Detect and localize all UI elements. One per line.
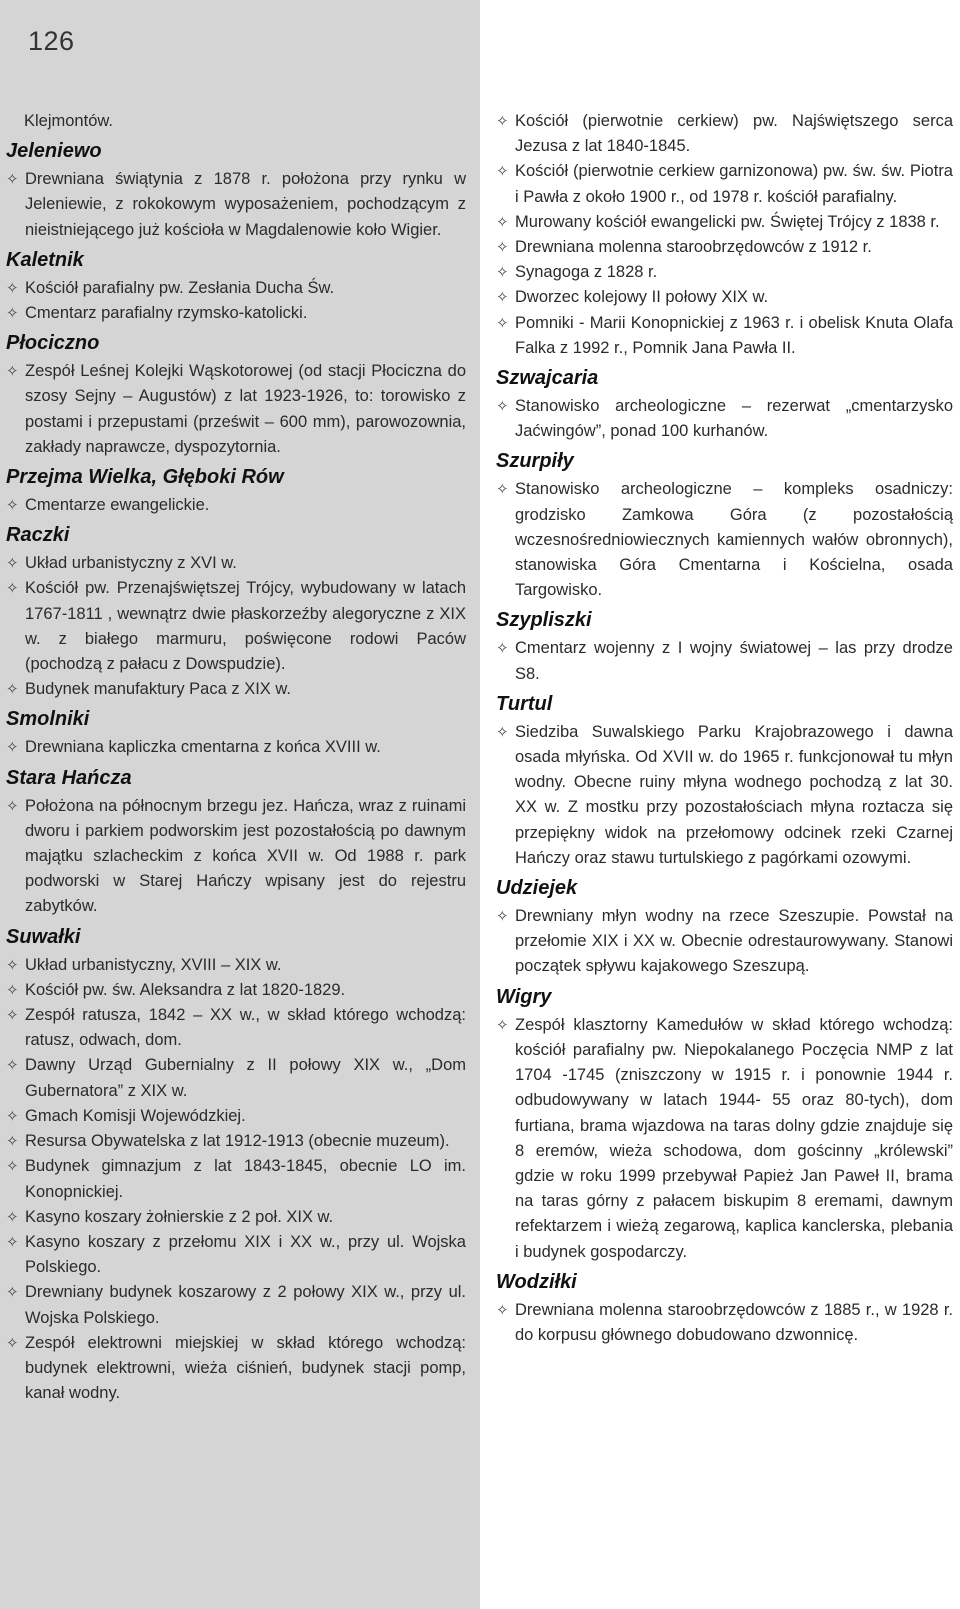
star-bullet-icon: ✧ [6,1158,19,1176]
list-item [496,1013,953,1265]
section-heading: Kaletnik [6,248,84,271]
list-item [496,394,953,444]
list-item-text: Dworzec kolejowy II połowy XIX w. [515,288,769,307]
star-bullet-icon: ✧ [6,739,19,757]
star-bullet-icon: ✧ [6,497,19,515]
list-item [6,551,466,576]
list-item-text: Drewniana molenna staroobrzędowców z 1885 r., w 1928 r. do korpusu głównego dobudowano dzwonnicę. [515,1300,953,1344]
list-item-text: Stanowisko archeologiczne – kompleks osadniczy: grodzisko Zamkowa Góra (z pozostałością wczesnośredniowiecznych kamiennych wałów obronnych), stanowiska Góra Cmentarna i Kościelna, osada Targowisko. [515,480,953,600]
section-heading: Wigry [496,985,552,1008]
star-bullet-icon: ✧ [496,481,509,499]
list-item-text: Siedziba Suwalskiego Parku Krajobrazowego i dawna osada młyńska. Od XVII w. do 1965 r. funkcjonował tu młyn wodny. Obecne ruiny młyna wodnego pochodzą z lat 30. XX w. Z mostku przy pozostałościach młyna roztacza się przepiękny widok na przełomowy odcinek rzeki Czarnej Hańczy oraz stawu turtulskiego z pagórkami ozowymi. [515,722,953,867]
star-bullet-icon: ✧ [496,723,509,741]
list-item-text: Kościół pw. św. Aleksandra z lat 1820-1829. [25,980,346,999]
list-item [6,1129,466,1154]
star-bullet-icon: ✧ [6,1208,19,1226]
section-heading: Smolniki [6,708,90,731]
section-heading: Szurpiły [496,450,574,473]
list-item-text: Dawny Urząd Gubernialny z II połowy XIX w., „Dom Gubernatora” z XIX w. [25,1056,466,1100]
section-heading: Turtul [496,692,553,715]
star-bullet-icon: ✧ [6,580,19,598]
star-bullet-icon: ✧ [6,555,19,573]
star-bullet-icon: ✧ [6,797,19,815]
list-item [496,235,953,260]
star-bullet-icon: ✧ [6,681,19,699]
list-item-text: Gmach Komisji Wojewódzkiej. [25,1106,246,1125]
list-item-text: Kościół (pierwotnie cerkiew) pw. Najświętszego serca Jezusa z lat 1840-1845. [515,112,953,156]
section-heading: Stara Hańcza [6,766,132,789]
list-item [496,720,953,871]
list-item [6,1154,466,1204]
list-item [496,904,953,980]
list-item [6,1331,466,1407]
list-item-text: Budynek gimnazjum z lat 1843-1845, obecnie LO im. Konopnickiej. [25,1157,466,1201]
list-item-text: Cmentarz wojenny z I wojny światowej – las przy drodze S8. [515,639,953,683]
list-item [6,359,466,460]
list-item-text: Układ urbanistyczny z XVI w. [25,554,237,573]
section-heading: Płociczno [6,332,100,355]
star-bullet-icon: ✧ [496,213,509,231]
star-bullet-icon: ✧ [6,171,19,189]
star-bullet-icon: ✧ [496,1016,509,1034]
section-heading: Udziejek [496,877,578,900]
star-bullet-icon: ✧ [496,113,509,130]
list-item [6,677,466,702]
section-heading: Raczki [6,524,70,547]
list-item [6,493,466,518]
list-item-text: Drewniana świątynia z 1878 r. położona przy rynku w Jeleniewie, z rokokowym wyposażeniem, pochodzącym z nieistniejącego już kościoła w Magdalenowie koło Wigier. [25,170,466,239]
star-bullet-icon: ✧ [6,1284,19,1302]
page-number: 126 [28,26,75,56]
list-item [6,794,466,920]
star-bullet-icon: ✧ [6,305,19,323]
right-lead-items [496,109,953,361]
list-item [496,210,953,235]
list-item [6,1053,466,1103]
list-item-text: Drewniany młyn wodny na rzece Szeszupie. Powstał na przełomie XIX i XX w. Obecnie odrestaurowywany. Stanowi początek spływu kajakowego Szeszupą. [515,907,953,976]
list-item-text: Pomniki - Marii Konopnickiej z 1963 r. i obelisk Knuta Olafa Falka z 1992 r., Pomnik Jana Pawła II. [515,313,953,357]
list-item [6,276,466,301]
star-bullet-icon: ✧ [496,640,509,658]
list-item [6,576,466,677]
list-item-text: Zespół elektrowni miejskiej w skład którego wchodzą: budynek elektrowni, wieża ciśnień, budynek stacji pomp, kanał wodny. [25,1333,466,1403]
star-bullet-icon: ✧ [6,981,19,999]
list-item [496,260,953,285]
star-bullet-icon: ✧ [496,314,509,332]
list-item-text: Resursa Obywatelska z lat 1912-1913 (obecnie muzeum). [25,1132,450,1151]
right-column [496,109,953,1348]
star-bullet-icon: ✧ [496,1301,509,1319]
section-heading: Szwajcaria [496,367,599,390]
list-item [496,1298,953,1348]
list-item-text: Zespół klasztorny Kamedułów w skład którego wchodzą: kościół parafialny pw. Niepokalanego Poczęcia NMP z lat 1704 -1745 (zniszczony w 1915 r. i ponownie 1944 r. odbudowywany w latach 1944- 55 oraz 80-tych), dom furtiana, brama wjazdowa na taras dolny gdzie znajduje się 8 eremów, wieża schodowa, dom gościnny „królewski” gdzie w roku 1999 przebywał Papież Jan Paweł II, brama na taras górny z pałacem biskupim 8 eremami, dawnym refektarzem i wieżą zegarową, kaplica kanclerska, plebania i budynek gospodarczy. [515,1015,953,1261]
list-item-text: Zespół Leśnej Kolejki Wąskotorowej (od stacji Płociczna do szosy Sejny – Augustów) z lat 1923-1926, to: torowisko z postami i przepustami (prześwit – 600 mm), parowozownia, zakłady naprawcze, dyspozytornia. [25,362,466,456]
list-item-text: Położona na północnym brzegu jez. Hańcza, wraz z ruinami dworu i parkiem podworskim jest pozostałością po dawnym majątku szlacheckim z końca XVII w. Od 1988 r. park podworski w Starej Hańczy wpisany jest do rejestru zabytków. [25,796,466,916]
list-item-text: Cmentarze ewangelickie. [25,496,210,515]
section-heading: Jeleniewo [6,140,102,163]
list-item [496,636,953,686]
star-bullet-icon: ✧ [496,289,509,307]
list-item [496,477,953,603]
star-bullet-icon: ✧ [6,1007,19,1025]
star-bullet-icon: ✧ [6,363,19,381]
list-item-text: Murowany kościół ewangelicki pw. Świętej Trójcy z 1838 r. [515,212,940,231]
list-item [6,301,466,326]
list-item [6,1003,466,1053]
star-bullet-icon: ✧ [6,1107,19,1125]
list-item-text: Kasyno koszary z przełomu XIX i XX w., przy ul. Wojska Polskiego. [25,1232,466,1277]
star-bullet-icon: ✧ [6,1334,19,1352]
list-item [496,159,953,209]
continuation-text: Klejmontów. [24,112,113,130]
star-bullet-icon: ✧ [6,956,19,974]
right-sections [496,364,953,1348]
list-item-text: Budynek manufaktury Paca z XIX w. [25,680,291,699]
list-item [6,1205,466,1230]
list-item [496,311,953,361]
star-bullet-icon: ✧ [6,1133,19,1151]
list-item-text: Cmentarz parafialny rzymsko-katolicki. [25,304,308,323]
list-item [6,953,466,978]
list-item-text: Drewniana molenna staroobrzędowców z 1912 r. [515,238,872,257]
star-bullet-icon: ✧ [496,908,509,926]
list-item-text: Drewniana kapliczka cmentarna z końca XVIII w. [25,738,381,757]
section-heading: Suwałki [6,925,81,948]
list-item [6,1104,466,1129]
list-item [6,167,466,243]
list-item-text: Kasyno koszary żołnierskie z 2 poł. XIX w. [25,1207,334,1226]
left-column [6,109,466,1406]
list-item-text: Kościół (pierwotnie cerkiew garnizonowa) pw. św. św. Piotra i Pawła z około 1900 r., od 1978 r. kościół parafialny. [515,162,953,206]
list-item-text: Układ urbanistyczny, XVIII – XIX w. [25,955,282,974]
list-item-text: Zespół ratusza, 1842 – XX w., w skład którego wchodzą: ratusz, odwach, dom. [25,1006,466,1050]
list-item [6,735,466,760]
star-bullet-icon: ✧ [6,279,19,297]
list-item-text: Drewniany budynek koszarowy z 2 połowy XIX w., przy ul. Wojska Polskiego. [25,1283,466,1327]
list-item [496,285,953,310]
list-item [6,1280,466,1330]
section-heading: Przejma Wielka, Głęboki Rów [6,466,284,489]
list-item [496,109,953,159]
list-item-text: Kościół parafialny pw. Zesłania Ducha Św. [25,278,335,297]
star-bullet-icon: ✧ [6,1057,19,1075]
list-item-text: Stanowisko archeologiczne – rezerwat „cmentarzysko Jaćwingów”, ponad 100 kurhanów. [515,397,953,441]
section-heading: Wodziłki [496,1270,577,1293]
list-item-text: Kościół pw. Przenajświętszej Trójcy, wybudowany w latach 1767-1811 , wewnątrz dwie płaskorzeźby alegoryczne z XIX w. z białego marmuru, poświęcone rodowi Paców (pochodzą z pałacu z Dowspudzie). [25,579,466,674]
star-bullet-icon: ✧ [6,1233,19,1251]
star-bullet-icon: ✧ [496,264,509,282]
star-bullet-icon: ✧ [496,239,509,257]
list-item [6,978,466,1003]
star-bullet-icon: ✧ [496,398,509,416]
list-item-text: Synagoga z 1828 r. [515,263,658,282]
list-item [6,1230,466,1280]
section-heading: Szypliszki [496,609,592,632]
star-bullet-icon: ✧ [496,163,509,181]
left-sections [6,137,466,1406]
